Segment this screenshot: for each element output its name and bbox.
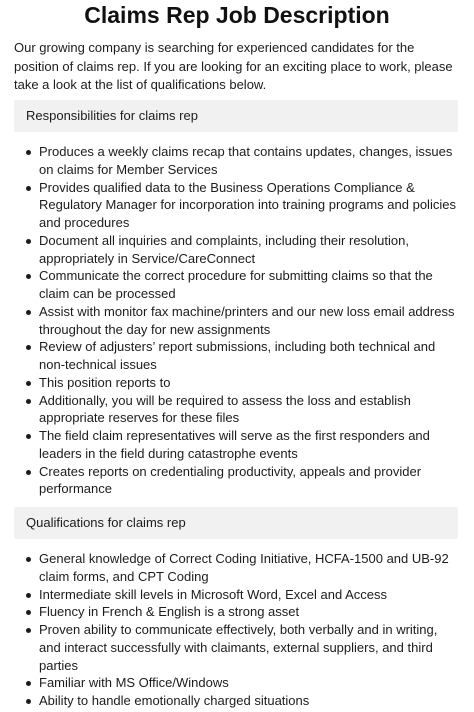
list-item-text: Document all inquiries and complaints, including their resolution, appropriately in Service/CareConnect xyxy=(39,232,409,266)
bullet-icon xyxy=(26,345,31,350)
list-item xyxy=(14,674,460,692)
bullet-icon xyxy=(26,239,31,244)
list-item-text: This position reports to xyxy=(39,374,171,390)
bullet-icon xyxy=(26,274,31,279)
bullet-icon xyxy=(26,593,31,598)
list-item xyxy=(14,427,460,463)
bullet-icon xyxy=(26,381,31,386)
qualifications-list xyxy=(14,550,460,710)
bullet-icon xyxy=(26,699,31,704)
list-item xyxy=(14,374,460,392)
bullet-icon xyxy=(26,557,31,562)
bullet-icon xyxy=(26,434,31,439)
bullet-icon xyxy=(26,610,31,615)
list-item-text: Communicate the correct procedure for submitting claims so that the claim can be processed xyxy=(39,268,433,301)
list-item-text: General knowledge of Correct Coding Initiative, HCFA-1500 and UB-92 claim forms, and CPT Coding xyxy=(39,551,449,584)
list-item-text: Provides qualified data to the Business Operations Compliance & Regulatory Manager for incorporation into training programs and policies and procedures xyxy=(39,179,456,230)
bullet-icon xyxy=(26,470,31,475)
list-item-text: Produces a weekly claims recap that contains updates, changes, issues on claims for Member Services xyxy=(39,144,453,177)
responsibilities-list xyxy=(14,143,460,498)
list-item-text: The field claim representatives will serve as the first responders and leaders in the field during catastrophe events xyxy=(39,428,430,461)
list-item xyxy=(14,463,460,499)
responsibilities-heading: Responsibilities for claims rep xyxy=(14,100,458,132)
list-item xyxy=(14,603,460,621)
list-item-text: Proven ability to communicate effectively, both verbally and in writing, and interact successfully with claimants, external suppliers, and third parties xyxy=(39,622,438,673)
page-title: Claims Rep Job Description xyxy=(84,2,390,28)
list-item-text: Fluency in French & English is a strong asset xyxy=(39,604,300,620)
bullet-icon xyxy=(26,150,31,155)
list-item xyxy=(14,692,460,710)
list-item-text: Additionally, you will be required to assess the loss and establish appropriate reserves for these files xyxy=(39,392,411,426)
bullet-icon xyxy=(26,186,31,191)
bullet-icon xyxy=(26,399,31,404)
list-item-text: Ability to handle emotionally charged situations xyxy=(39,693,310,708)
list-item xyxy=(14,303,460,339)
list-item xyxy=(14,338,460,374)
list-item xyxy=(14,143,460,179)
bullet-icon xyxy=(26,628,31,633)
list-item xyxy=(14,550,460,586)
list-item xyxy=(14,621,460,674)
list-item xyxy=(14,586,460,604)
list-item xyxy=(14,232,460,268)
list-item xyxy=(14,179,460,232)
list-item-text: Familiar with MS Office/Windows xyxy=(39,675,229,691)
list-item-text: Intermediate skill levels in Microsoft Word, Excel and Access xyxy=(39,586,388,602)
list-item-text: Assist with monitor fax machine/printers and our new loss email address throughout the day for new assignments xyxy=(39,303,455,337)
intro-paragraph: Our growing company is searching for experienced candidates for the position of claims rep. If you are looking for an exciting place to work, please take a look at the list of qualifications below. xyxy=(14,40,453,92)
list-item xyxy=(14,392,460,428)
list-item xyxy=(14,267,460,303)
qualifications-heading: Qualifications for claims rep xyxy=(14,507,458,539)
bullet-icon xyxy=(26,681,31,686)
list-item-text: Review of adjusters’ report submissions, including both technical and non-technical issues xyxy=(39,339,436,372)
bullet-icon xyxy=(26,310,31,315)
list-item-text: Creates reports on credentialing productivity, appeals and provider performance xyxy=(39,463,422,497)
